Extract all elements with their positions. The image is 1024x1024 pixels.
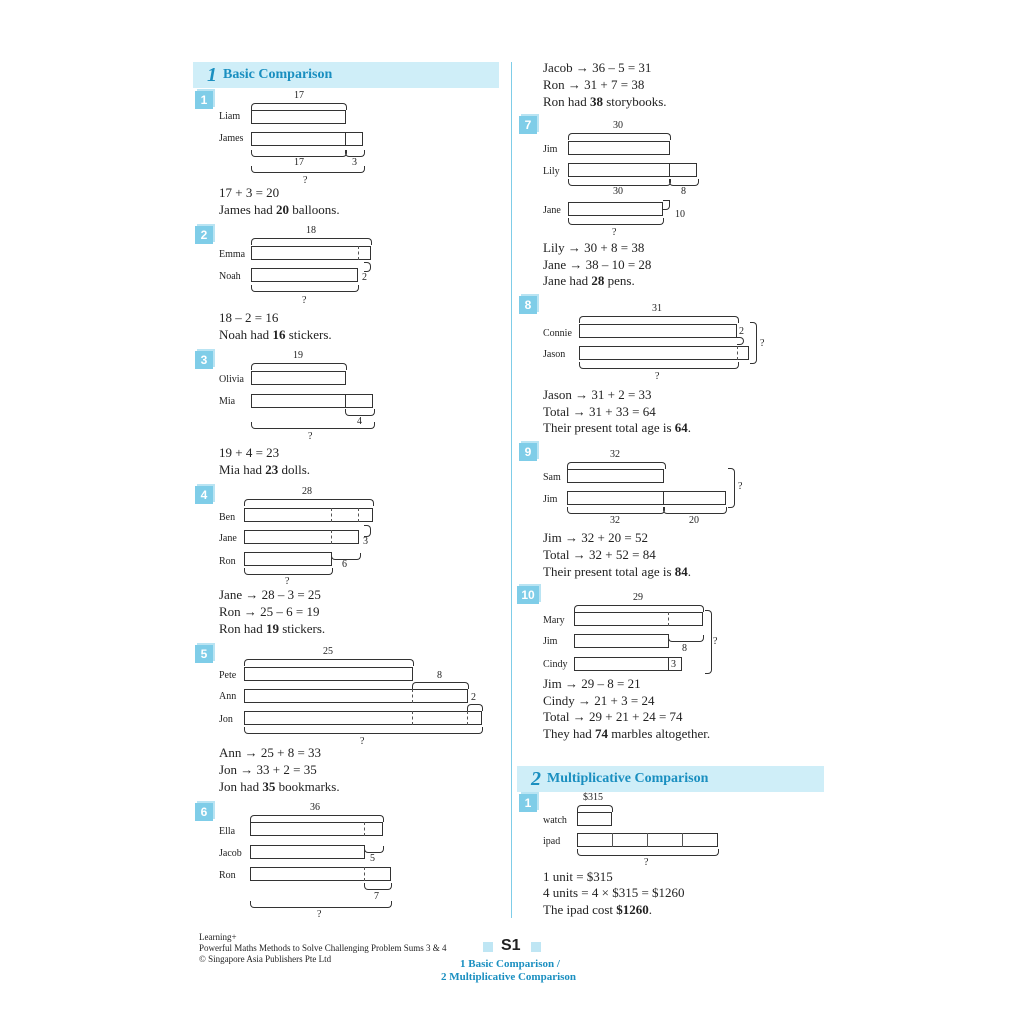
solution-line: Total → 29 + 21 + 24 = 74	[543, 709, 683, 724]
model-name-label: Liam	[219, 111, 241, 122]
model-bar-extra	[345, 132, 363, 146]
model-question-mark: ?	[760, 338, 765, 349]
model-brace	[364, 883, 392, 890]
model-top-label: 25	[323, 646, 333, 657]
model-bar	[251, 394, 346, 408]
model-brace	[251, 103, 347, 110]
problem-number-badge: 1	[195, 91, 213, 109]
model-name-label: Olivia	[219, 374, 244, 385]
solution-answer: Jon had 35 bookmarks.	[219, 779, 340, 794]
model-bar	[568, 141, 670, 155]
page-number-decoration	[531, 942, 541, 952]
model-question-mark: ?	[655, 371, 660, 382]
model-name-label: Ann	[219, 691, 237, 702]
model-bar	[574, 634, 669, 648]
page-number: S1	[501, 937, 521, 954]
problem-number-badge: 9	[519, 443, 537, 461]
model-side-label: 5	[370, 853, 375, 864]
model-side-label: 7	[374, 891, 379, 902]
problem-number-badge: 7	[519, 116, 537, 134]
page-number-decoration	[483, 942, 493, 952]
model-top-label: 19	[293, 350, 303, 361]
section-title: Multiplicative Comparison	[547, 771, 709, 786]
problem-number-badge: 4	[195, 486, 213, 504]
model-name-label: Ben	[219, 512, 236, 523]
model-question-mark: ?	[285, 576, 290, 587]
model-name-label: Ella	[219, 826, 236, 837]
model-dashed-divider	[412, 689, 413, 703]
solution-line: Jacob → 36 – 5 = 31	[543, 60, 652, 75]
solution-answer: Jane had 28 pens.	[543, 273, 635, 288]
model-name-label: Emma	[219, 249, 246, 260]
model-brace	[244, 659, 414, 666]
solution-answer: The ipad cost $1260.	[543, 902, 653, 917]
model-top-label: 30	[613, 120, 623, 131]
footer-topic: 1 Basic Comparison /	[460, 958, 560, 970]
model-brace	[345, 409, 375, 416]
problem-number-badge: 8	[519, 296, 537, 314]
model-bar	[574, 657, 669, 671]
model-brace	[251, 363, 347, 370]
problem-number-badge: 1	[519, 794, 537, 812]
solution-answer: Their present total age is 64.	[543, 420, 692, 435]
model-top-label: 31	[652, 303, 662, 314]
model-bottom-label: 20	[689, 515, 699, 526]
model-brace	[251, 150, 347, 157]
footer-topic: 2 Multiplicative Comparison	[441, 971, 577, 983]
solution-answer: Mia had 23 dolls.	[219, 462, 311, 477]
solution-line: Ron → 25 – 6 = 19	[219, 604, 320, 619]
model-dashed-divider	[364, 867, 365, 881]
model-brace	[364, 262, 371, 272]
model-top-label: 17	[294, 90, 304, 101]
solution-line: Total → 31 + 33 = 64	[543, 404, 656, 419]
model-unit-divider	[647, 833, 648, 847]
section-number: 1	[207, 63, 217, 86]
model-dashed-divider	[364, 822, 365, 836]
model-dashed-divider	[358, 246, 359, 260]
model-name-label: Jason	[543, 349, 566, 360]
model-top-label: 29	[633, 592, 643, 603]
model-bar	[244, 689, 468, 703]
model-name-label: Jane	[219, 533, 237, 544]
solution-line: Jon → 33 + 2 = 35	[219, 762, 317, 777]
model-side-label: 4	[357, 416, 362, 427]
problem-number-badge: 2	[195, 226, 213, 244]
model-bar	[251, 371, 346, 385]
model-name-label: Sam	[543, 472, 561, 483]
model-question-mark: ?	[713, 636, 718, 647]
model-name-label: Noah	[219, 271, 241, 282]
model-dashed-divider	[331, 508, 332, 522]
problem-number-badge: 3	[195, 351, 213, 369]
solution-line: Jim → 29 – 8 = 21	[543, 676, 641, 691]
solution-line: 18 – 2 = 16	[219, 310, 279, 325]
model-bottom-label: 3	[352, 157, 357, 168]
model-unit-divider	[612, 833, 613, 847]
model-name-label: Connie	[543, 328, 572, 339]
model-name-label: Jacob	[219, 848, 242, 859]
model-brace	[728, 468, 735, 508]
model-side-label: 6	[342, 559, 347, 570]
model-side-label: 3	[671, 659, 676, 670]
model-name-label: Mia	[219, 396, 236, 407]
model-top-label: 36	[310, 802, 320, 813]
solution-line: Jason → 31 + 2 = 33	[543, 387, 652, 402]
model-question-mark: ?	[644, 857, 649, 868]
model-bottom-label: 8	[681, 186, 686, 197]
model-dashed-divider	[358, 508, 359, 522]
footer-book-title: Powerful Maths Methods to Solve Challenging Problem Sums 3 & 4	[199, 943, 447, 953]
model-name-label: Pete	[219, 670, 237, 681]
model-name-label: Cindy	[543, 659, 568, 670]
solution-answer: They had 74 marbles altogether.	[543, 726, 711, 741]
model-name-label: Ron	[219, 870, 236, 881]
model-name-label: Jane	[543, 205, 561, 216]
model-dashed-divider	[412, 711, 413, 725]
model-bar	[244, 508, 373, 522]
model-top-label: 18	[306, 225, 316, 236]
model-dashed-divider	[668, 612, 669, 626]
model-name-label: ipad	[543, 836, 561, 847]
solution-answer: James had 20 balloons.	[219, 202, 340, 217]
model-brace	[251, 238, 372, 245]
model-brace	[251, 166, 365, 173]
footer-copyright: © Singapore Asia Publishers Pte Ltd	[199, 954, 332, 964]
model-bar-extra	[669, 163, 697, 177]
solution-line: Total → 32 + 52 = 84	[543, 547, 656, 562]
model-name-label: Mary	[543, 615, 565, 626]
model-name-label: Jon	[219, 714, 233, 725]
model-brace	[412, 682, 469, 689]
model-brace	[467, 704, 483, 711]
model-unit-divider	[682, 833, 683, 847]
model-brace	[750, 322, 757, 364]
model-name-label: Jim	[543, 144, 558, 155]
model-name-label: Jim	[543, 636, 558, 647]
model-brace	[577, 849, 719, 856]
model-top-label: 28	[302, 486, 312, 497]
model-name-label: Jim	[543, 494, 558, 505]
model-brace	[577, 805, 613, 812]
model-bottom-label: 17	[294, 157, 304, 168]
model-brace	[663, 200, 670, 210]
model-brace	[574, 605, 704, 612]
model-bar	[577, 812, 612, 826]
model-question-mark: ?	[302, 295, 307, 306]
solution-line: Jane → 28 – 3 = 25	[219, 587, 321, 602]
section-title: Basic Comparison	[223, 67, 333, 82]
model-bar	[567, 491, 664, 505]
model-brace	[244, 568, 333, 575]
model-bar	[568, 202, 663, 216]
model-brace	[668, 635, 704, 642]
solution-line: Jane → 38 – 10 = 28	[543, 257, 652, 272]
problem-number-badge: 10	[517, 586, 539, 604]
model-dashed-divider	[331, 530, 332, 544]
model-name-label: watch	[543, 815, 567, 826]
section-number: 2	[531, 767, 541, 790]
model-brace	[250, 901, 392, 908]
model-bar	[250, 867, 391, 881]
model-bar	[579, 324, 737, 338]
model-bar	[567, 469, 664, 483]
model-brace	[669, 179, 699, 186]
model-bottom-label: 32	[610, 515, 620, 526]
model-brace	[568, 218, 664, 225]
model-dashed-divider	[467, 711, 468, 725]
model-bar	[574, 612, 703, 626]
model-side-label: 8	[437, 670, 442, 681]
model-side-label: 2	[471, 692, 476, 703]
model-brace	[250, 815, 384, 822]
model-bar-extra	[663, 491, 726, 505]
solution-line: 17 + 3 = 20	[219, 185, 280, 200]
model-brace	[244, 499, 374, 506]
model-brace	[579, 316, 739, 323]
solution-answer: Their present total age is 84.	[543, 564, 692, 579]
solution-line: Cindy → 21 + 3 = 24	[543, 693, 655, 708]
model-bar	[251, 132, 346, 146]
model-brace	[705, 610, 712, 674]
solution-line: Ann → 25 + 8 = 33	[219, 745, 322, 760]
solution-line: 19 + 4 = 23	[219, 445, 280, 460]
solution-line: 1 unit = $315	[543, 869, 613, 884]
model-side-label: 3	[363, 536, 368, 547]
model-bar	[568, 163, 670, 177]
model-bar	[244, 552, 332, 566]
model-bar	[244, 530, 359, 544]
model-bar	[251, 268, 358, 282]
model-brace	[663, 507, 727, 514]
model-bar	[251, 246, 371, 260]
model-side-label: 2	[362, 272, 367, 283]
solution-line: Ron → 31 + 7 = 38	[543, 77, 645, 92]
model-brace	[345, 150, 365, 157]
model-side-label: 2	[739, 326, 744, 337]
model-brace	[251, 422, 375, 429]
model-top-label: $315	[583, 792, 603, 803]
model-question-mark: ?	[308, 431, 313, 442]
model-brace	[737, 337, 744, 345]
section-header-multiplicative-comparison	[517, 766, 824, 792]
solution-answer: Ron had 38 storybooks.	[543, 94, 667, 109]
model-question-mark: ?	[738, 481, 743, 492]
model-brace	[244, 727, 483, 734]
model-brace	[567, 507, 665, 514]
model-dashed-divider	[737, 346, 738, 360]
solution-answer: Noah had 16 stickers.	[219, 327, 332, 342]
section-header-basic-comparison	[193, 62, 499, 88]
model-bar	[250, 845, 365, 859]
model-question-mark: ?	[612, 227, 617, 238]
model-brace	[364, 846, 384, 853]
problem-number-badge: 5	[195, 645, 213, 663]
solution-line: 4 units = 4 × $315 = $1260	[543, 885, 685, 900]
solution-answer: Ron had 19 stickers.	[219, 621, 326, 636]
model-name-label: Lily	[543, 166, 560, 177]
model-brace	[251, 285, 359, 292]
model-bar	[579, 346, 749, 360]
solution-line: Jim → 32 + 20 = 52	[543, 530, 648, 545]
model-bar	[251, 110, 346, 124]
model-brace	[568, 133, 671, 140]
model-bottom-label: 30	[613, 186, 623, 197]
model-question-mark: ?	[303, 175, 308, 186]
model-question-mark: ?	[360, 736, 365, 747]
footer-brand: Learning+	[199, 932, 237, 942]
model-side-label: 10	[675, 209, 685, 220]
model-name-label: James	[219, 133, 244, 144]
model-brace	[567, 462, 666, 469]
model-side-label: 8	[682, 643, 687, 654]
problem-number-badge: 6	[195, 803, 213, 821]
column-divider	[511, 62, 512, 918]
model-bar	[244, 667, 413, 681]
solution-line: Lily → 30 + 8 = 38	[543, 240, 645, 255]
model-bar	[244, 711, 482, 725]
model-name-label: Ron	[219, 556, 236, 567]
model-bar-extra	[345, 394, 373, 408]
model-question-mark: ?	[317, 909, 322, 920]
model-brace	[568, 179, 671, 186]
model-top-label: 32	[610, 449, 620, 460]
model-brace	[579, 362, 739, 369]
